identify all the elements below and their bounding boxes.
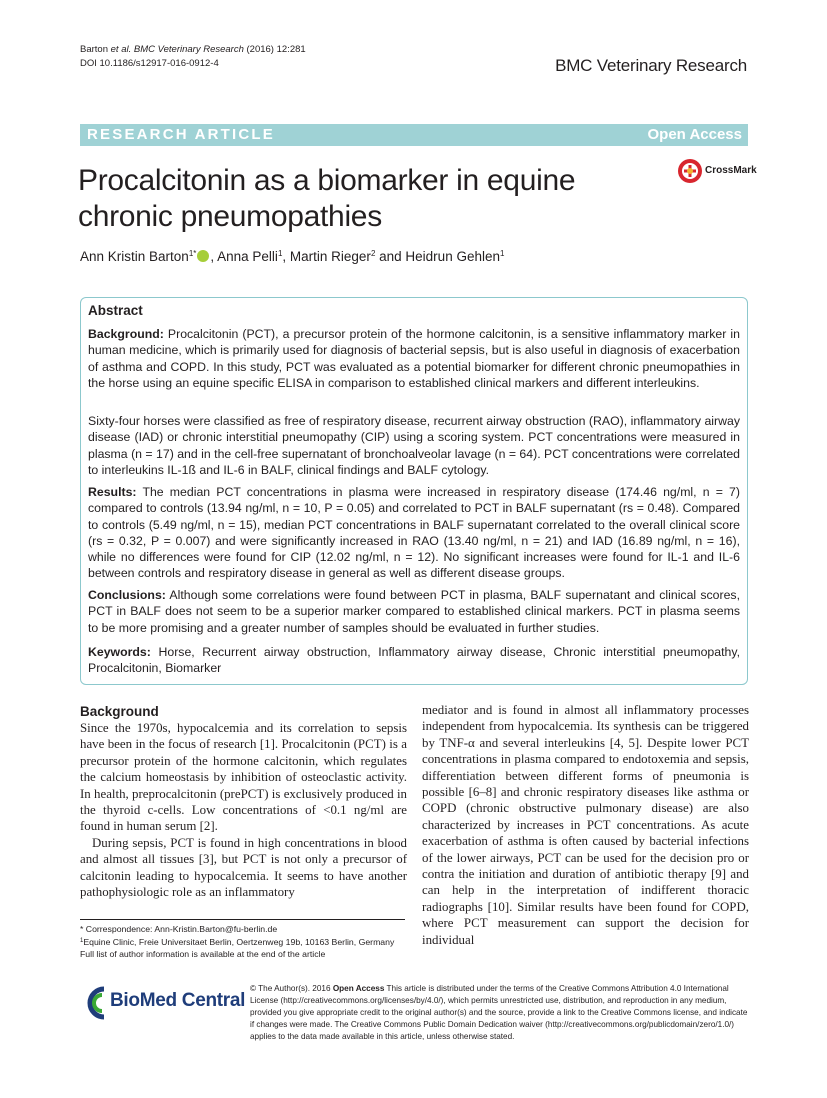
crossmark-label[interactable]: CrossMark xyxy=(705,165,757,176)
abstract-heading: Abstract xyxy=(88,303,143,318)
journal-name: BMC Veterinary Research xyxy=(555,56,747,75)
article-title: Procalcitonin as a biomarker in equine chronic pneumopathies xyxy=(78,164,576,233)
license-copyright: © The Author(s). 2016 xyxy=(250,984,333,993)
author-name[interactable]: Ann Kristin Barton xyxy=(80,249,189,264)
affiliation-marker: 1 xyxy=(499,249,505,258)
biomed-central-logo-text[interactable]: BioMed Central xyxy=(110,990,246,1011)
body-right-column xyxy=(422,702,749,948)
abstract-conclusions-label: Conclusions: xyxy=(88,588,166,602)
abstract-background-label: Background: xyxy=(88,327,164,341)
affiliation-marker: 1* xyxy=(188,249,197,258)
open-access-label: Open Access xyxy=(647,126,742,143)
affiliation-text: Equine Clinic, Freie Universitaet Berlin, Oertzenweg 19b, 10163 Berlin, Germany xyxy=(83,937,395,947)
license-text: This article is distributed under the terms of the Creative Commons Attribution 4.0 International License (http://creativecommons.org/licenses/by/4.0/), which permits unrestricted use, distribution, and reproduction in any medium, provided you give appropriate credit to the original author(s) and the source, provide a link to the Creative Commons license, and indicate if changes were made. The Creative Commons Public Domain Dedication waiver (http://creativecommons.org/publicdomain/zero/1.0/) applies to the data made available in this article, unless otherwise stated. xyxy=(250,984,748,1041)
keywords-text: Horse, Recurrent airway obstruction, Inflammatory airway disease, Chronic interstitial pneumopathy, Procalcitonin, Biomarker xyxy=(88,645,740,676)
affiliation-marker: 2 xyxy=(370,249,376,258)
doi[interactable]: DOI 10.1186/s12917-016-0912-4 xyxy=(80,58,219,69)
body-left-column xyxy=(80,703,407,900)
body-paragraph: mediator and is found in almost all inflammatory processes independent from hypocalcemia. Its synthesis can be triggered by TNF-α and several interleukins [4, 5]. Despite lower PCT concentrations in plasma compared to endotoxemia and sepsis, differentiation between different forms of pneumonia is possible [6–8] and chronic respiratory diseases like asthma or COPD (chronic obstructive pulmonary disease) are also characterized by increases in PCT concentrations. As acute exacerbation of asthma is often caused by bacterial infections of the lower airways, PCT can be used for the decision pro or contra the initiation and duration of antibiotic therapy [9] and can help in the interpretation of indifferent thoracic radiographs [10]. Similar results have been found for COPD, where PCT measurement can support the decision for individual xyxy=(422,703,749,947)
license-open-access: Open Access xyxy=(332,984,385,993)
abstract-keywords xyxy=(88,644,740,677)
author-name[interactable]: Martin Rieger xyxy=(289,249,371,264)
body-paragraph: During sepsis, PCT is found in high concentrations in blood and almost all tissues [3], but PCT is not only a precursor of calcitonin leading to hypocalcemia. It seems to have another pathophysiologic role as an inflammatory xyxy=(80,835,407,900)
author-name[interactable]: Anna Pelli xyxy=(217,249,278,264)
footnotes xyxy=(80,923,410,960)
abstract-conclusions-text: Although some correlations were found between PCT in plasma, BALF supernatant and clinical scores, PCT in BALF does not seem to be a superior marker compared to established clinical markers. PCT in plasma seems to be more promising and a greater number of samples should be evaluated in further studies. xyxy=(88,588,740,635)
affiliation-marker: 1 xyxy=(277,249,283,258)
abstract-background xyxy=(88,326,740,391)
license-statement xyxy=(250,983,748,1043)
affiliation-note xyxy=(80,935,410,948)
abstract-results xyxy=(88,484,740,582)
author-separator: , xyxy=(282,249,290,264)
author-list xyxy=(80,249,504,264)
author-name[interactable]: Heidrun Gehlen xyxy=(405,249,500,264)
author-separator: , xyxy=(210,249,218,264)
citation-journal: et al. BMC Veterinary Research xyxy=(110,44,244,55)
article-type-label: RESEARCH ARTICLE xyxy=(87,126,275,143)
full-author-info-note: Full list of author information is available at the end of the article xyxy=(80,949,326,959)
body-paragraph: Since the 1970s, hypocalcemia and its correlation to sepsis have been in the focus of research [1]. Procalcitonin (PCT) is a precursor protein of the hormone calcitonin, which regulates the calcium homeostasis by inhibition of osteoclastic activity. In health, preprocalcitonin (prePCT) is exclusively produced in the thyroid c-cells. Low concentrations of <0.1 ng/ml are found in human serum [2]. xyxy=(80,721,407,834)
abstract-results-label: Results: xyxy=(88,485,137,499)
section-heading-background: Background xyxy=(80,704,159,719)
footnote-divider xyxy=(80,919,405,920)
abstract-results-text: The median PCT concentrations in plasma were increased in respiratory disease (174.46 ng/ml, n = 7) compared to controls (13.94 ng/ml, n = 10, P = 0.05) and correlated to PCT in BALF supernatant (rs = 0.48). Compared to controls (5.49 ng/ml, n = 15), median PCT concentrations in BALF supernatant correlated to the overall clinical score (rs = 0.32, P = 0.007) and were significantly increased in RAO (13.40 ng/ml, n = 21) and IAD (16.89 ng/ml, n = 16), while no differences were found for CIP (12.02 ng/ml, n = 12). No significant increases were found for IL-1 and IL-6 between controls and respiratory disease in general as well as different disease groups. xyxy=(88,485,740,581)
abstract-conclusions xyxy=(88,587,740,636)
citation-author: Barton xyxy=(80,44,108,55)
correspondence-note[interactable]: * Correspondence: Ann-Kristin.Barton@fu-berlin.de xyxy=(80,924,278,934)
abstract-methods: Sixty-four horses were classified as free of respiratory disease, recurrent airway obstruction (RAO), inflammatory airway disease (IAD) or chronic interstitial pneumopathy (CIP) using a scoring system. PCT concentrations were measured in plasma (n = 17) and in the cell-free supernatant of bronchoalveolar lavage (n = 64). PCT concentrations were correlated to interleukins IL-1ß and IL-6 in BALF, clinical findings and BALF cytology. xyxy=(88,414,740,477)
citation-year-volume: (2016) 12:281 xyxy=(243,44,306,55)
author-separator: and xyxy=(375,249,406,264)
orcid-icon[interactable] xyxy=(197,250,209,262)
affiliation-marker: 1 xyxy=(80,938,84,944)
citation-line xyxy=(80,44,306,55)
keywords-label: Keywords: xyxy=(88,645,151,659)
abstract-background-text: Procalcitonin (PCT), a precursor protein of the hormone calcitonin, is a sensitive inflammatory marker in human medicine, which is primarily used for diagnosis of bacterial sepsis, but is also useful in diagnosis of exacerbation of asthma and COPD. In this study, PCT was evaluated as a potential biomarker for different chronic pneumopathies in the horse using an equine specific ELISA in comparison to established clinical markers and different interleukins. xyxy=(88,327,740,390)
